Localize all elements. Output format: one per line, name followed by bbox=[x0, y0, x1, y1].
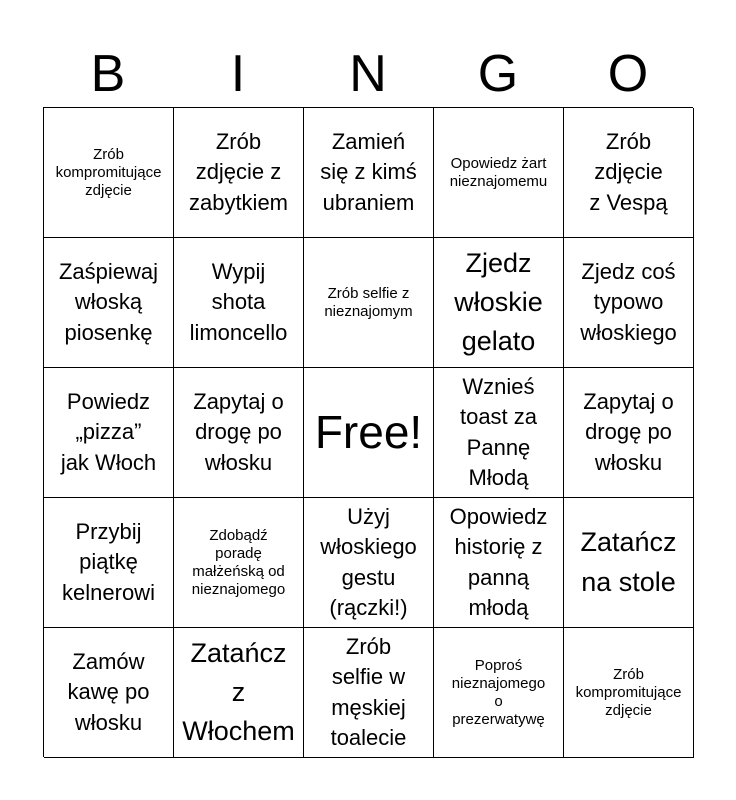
bingo-cell[interactable]: Zaśpiewaj włoską piosenkę bbox=[44, 238, 174, 368]
bingo-cell[interactable]: Opowiedz żart nieznajomemu bbox=[434, 108, 564, 238]
bingo-cell[interactable]: Zatańcz na stole bbox=[564, 498, 694, 628]
bingo-cell[interactable]: Zapytaj o drogę po włosku bbox=[564, 368, 694, 498]
header-letter-b: B bbox=[90, 45, 126, 103]
bingo-cell[interactable]: Zrób selfie z nieznajomym bbox=[304, 238, 434, 368]
bingo-cell[interactable]: Powiedz „pizza” jak Włoch bbox=[44, 368, 174, 498]
bingo-cell[interactable]: Zrób kompromitujące zdjęcie bbox=[44, 108, 174, 238]
bingo-cell[interactable]: Zdobądź poradę małżeńską od nieznajomego bbox=[174, 498, 304, 628]
bingo-cell[interactable]: Zamień się z kimś ubraniem bbox=[304, 108, 434, 238]
bingo-board bbox=[43, 107, 693, 757]
header-letter-n: N bbox=[349, 45, 387, 103]
header-letter-o: O bbox=[607, 45, 649, 103]
header-letter-g: G bbox=[477, 45, 519, 103]
bingo-cell[interactable]: Zjedz włoskie gelato bbox=[434, 238, 564, 368]
bingo-cell[interactable]: Zrób selfie w męskiej toalecie bbox=[304, 628, 434, 758]
bingo-cell[interactable]: Zamów kawę po włosku bbox=[44, 628, 174, 758]
header-letter-i: I bbox=[230, 45, 246, 103]
bingo-cell[interactable]: Wznieś toast za Pannę Młodą bbox=[434, 368, 564, 498]
bingo-cell[interactable]: Zrób zdjęcie z zabytkiem bbox=[174, 108, 304, 238]
bingo-cell[interactable]: Wypij shota limoncello bbox=[174, 238, 304, 368]
bingo-cell[interactable]: Opowiedz historię z panną młodą bbox=[434, 498, 564, 628]
bingo-cell[interactable]: Zjedz coś typowo włoskiego bbox=[564, 238, 694, 368]
bingo-cell[interactable]: Użyj włoskiego gestu (rączki!) bbox=[304, 498, 434, 628]
bingo-cell[interactable]: Zrób zdjęcie z Vespą bbox=[564, 108, 694, 238]
bingo-cell[interactable]: Poproś nieznajomego o prezerwatywę bbox=[434, 628, 564, 758]
bingo-cell[interactable]: Przybij piątkę kelnerowi bbox=[44, 498, 174, 628]
bingo-cell[interactable]: Zatańcz z Włochem bbox=[174, 628, 304, 758]
bingo-cell[interactable]: Zapytaj o drogę po włosku bbox=[174, 368, 304, 498]
bingo-cell[interactable]: Zrób kompromitujące zdjęcie bbox=[564, 628, 694, 758]
bingo-header bbox=[43, 40, 693, 108]
free-space-cell[interactable]: Free! bbox=[304, 368, 434, 498]
